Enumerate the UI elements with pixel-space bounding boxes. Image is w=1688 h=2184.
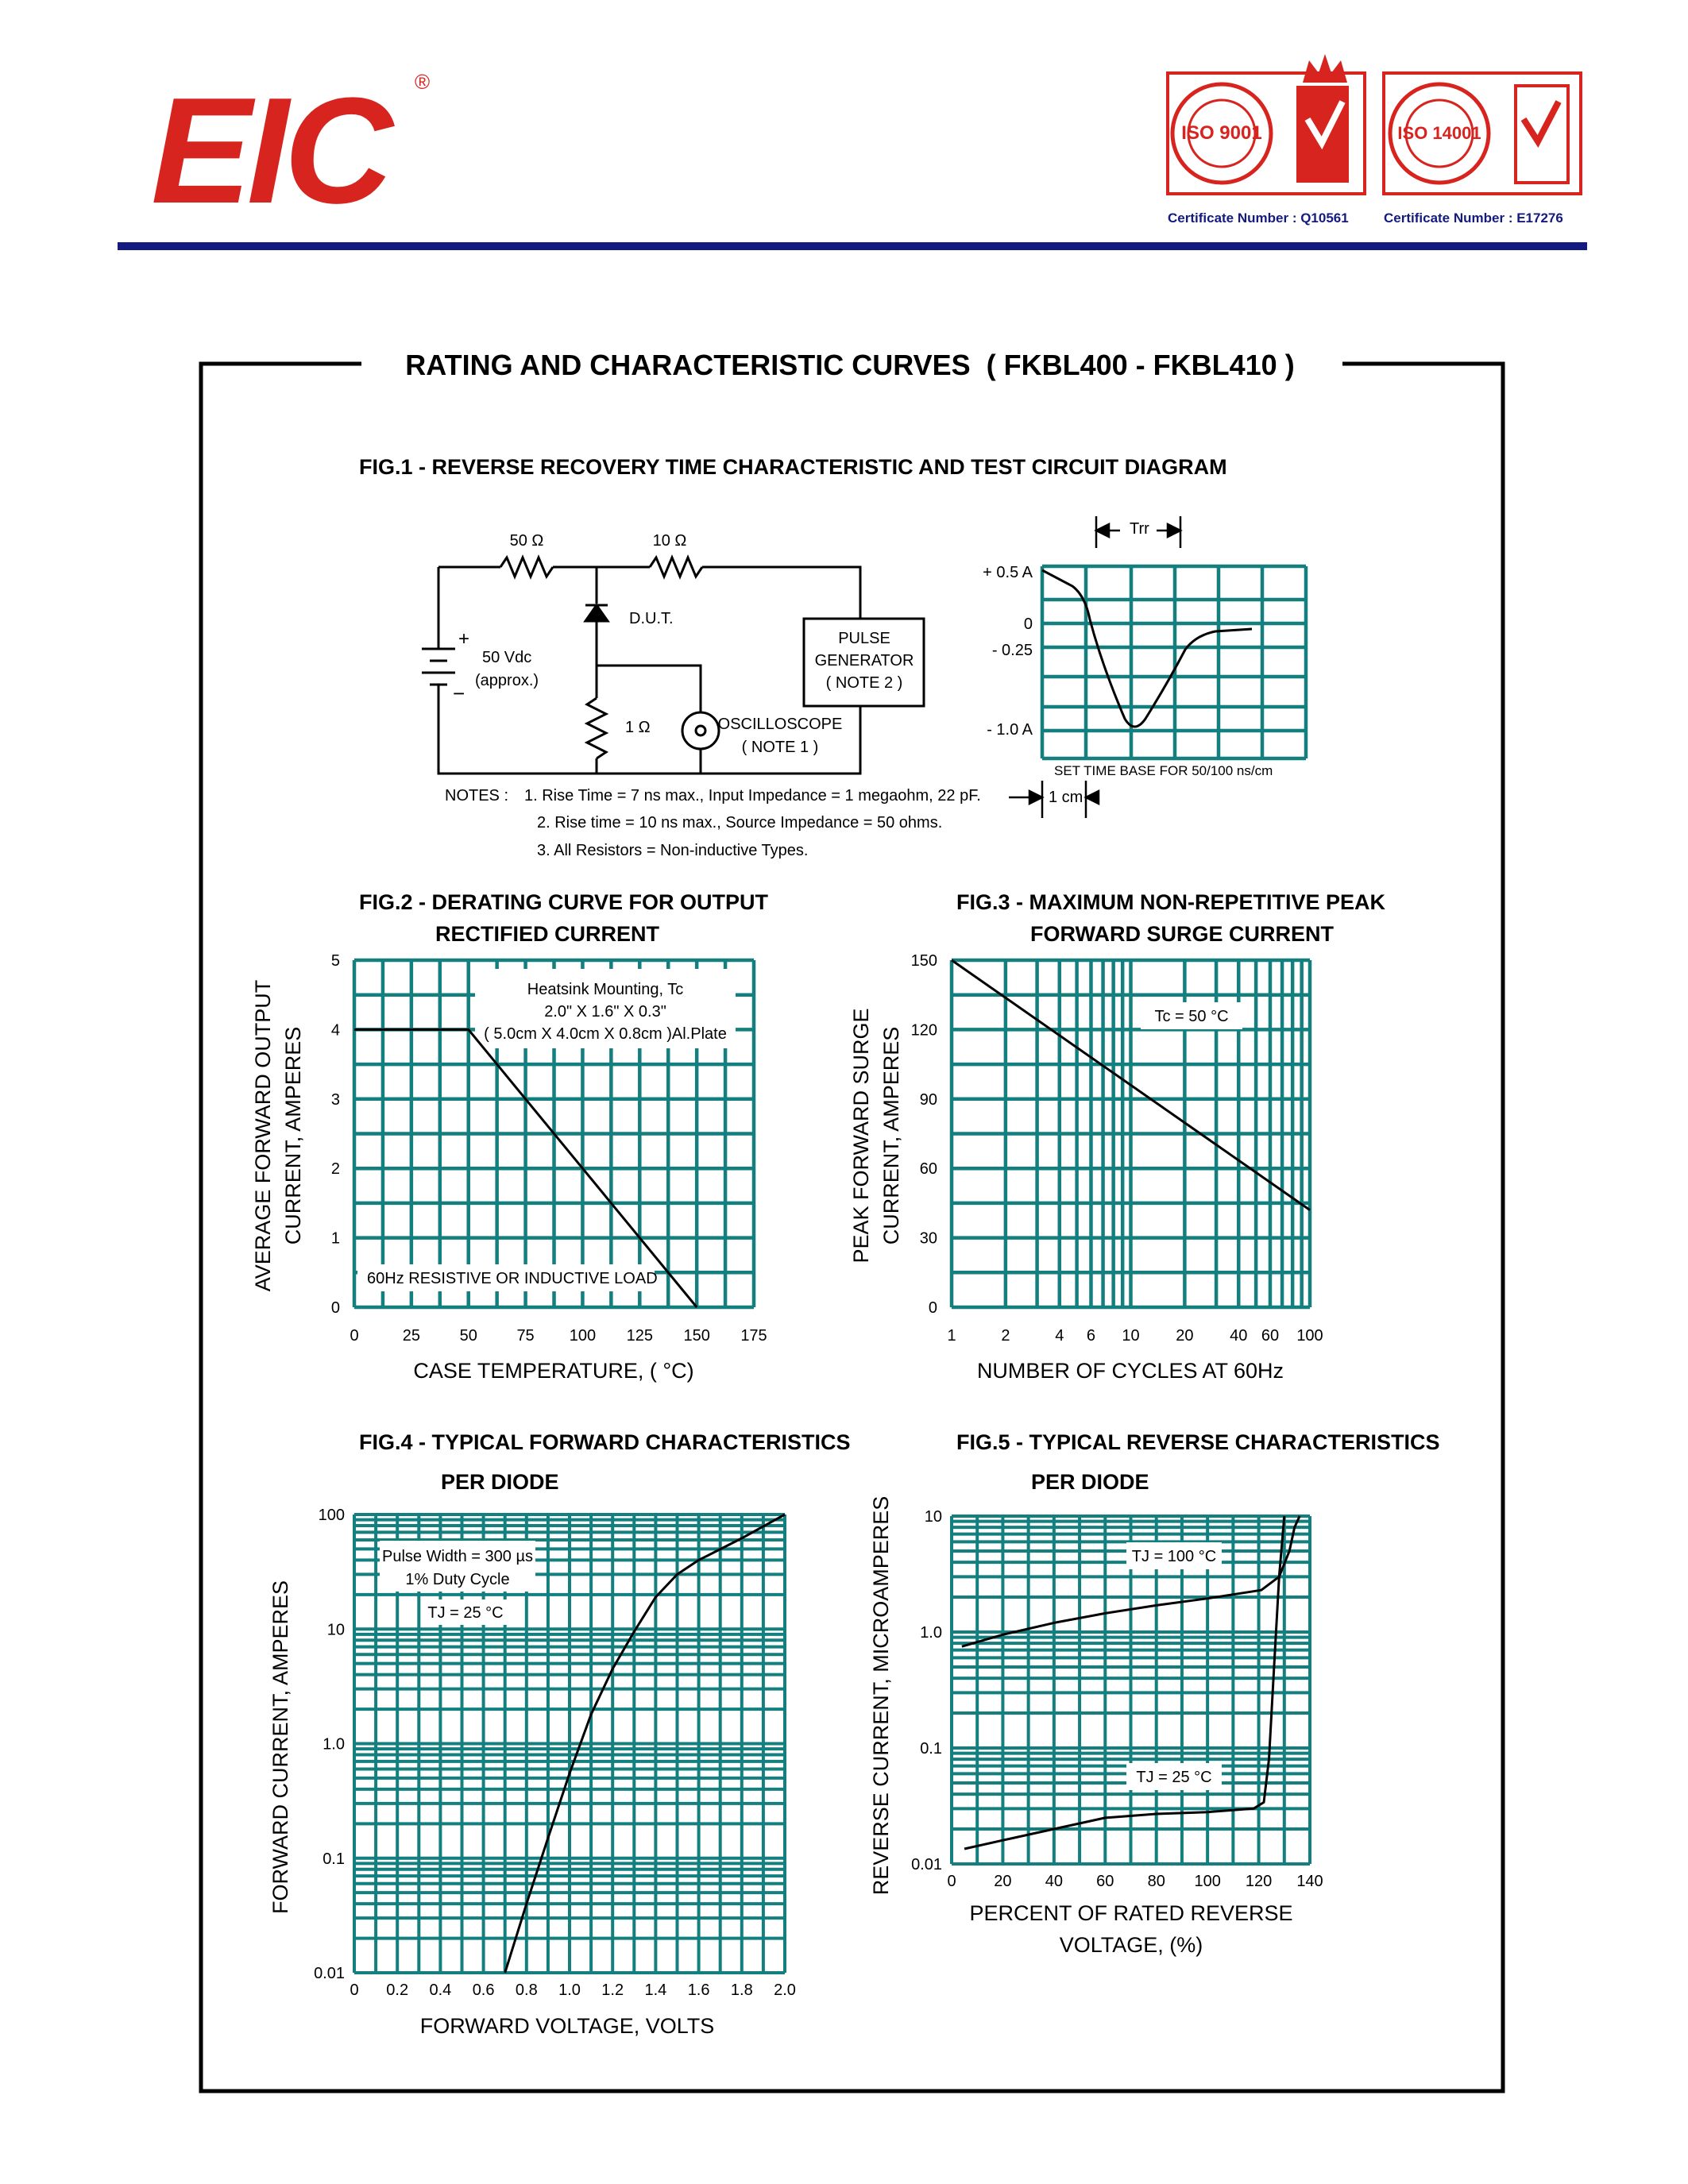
fig2-x-tick: 0 [350, 1327, 359, 1345]
fig3-y-tick: 0 [928, 1299, 937, 1317]
page-title: RATING AND CHARACTERISTIC CURVES ( FKBL400 - FKBL410 ) [405, 349, 1295, 381]
fig2-x-tick: 125 [626, 1327, 653, 1345]
fig5-x-label-1: PERCENT OF RATED REVERSE [969, 1901, 1293, 1925]
fig5-x-tick: 140 [1296, 1873, 1323, 1890]
fig4-y-label: FORWARD CURRENT, AMPERES [268, 1580, 292, 1915]
fig5-y-tick: 1.0 [920, 1624, 942, 1642]
r2-label: 10 Ω [652, 532, 687, 550]
fig4-annotation-2: 1% Duty Cycle [405, 1571, 510, 1588]
fig2-x-tick: 100 [569, 1327, 597, 1345]
fig5-x-tick: 80 [1147, 1873, 1165, 1890]
r1-label: 50 Ω [509, 532, 544, 550]
fig2-y-tick: 0 [330, 1299, 340, 1317]
wave-y-label-4: - 1.0 A [987, 721, 1033, 739]
fig3-titles [956, 890, 1386, 946]
fig3-x-tick: 20 [1176, 1327, 1194, 1345]
fig2-y-tick: 2 [330, 1160, 340, 1179]
fig4-annotation-1: Pulse Width = 300 µs [382, 1548, 533, 1565]
fig4-x-tick: 1.6 [687, 1981, 710, 1999]
fig2-annotation-1: Heatsink Mounting, Tc [527, 981, 684, 998]
battery-plus: + [458, 628, 470, 650]
notes-label: NOTES : [445, 787, 509, 805]
note-1: 1. Rise Time = 7 ns max., Input Impedance = 1 megaohm, 22 pF. [524, 787, 981, 805]
osc-label-1: OSCILLOSCOPE [717, 716, 843, 733]
fig4-x-tick: 1.4 [644, 1981, 667, 1999]
battery-symbol [422, 649, 455, 685]
fig4-chart [268, 1507, 796, 2038]
iso14001-badge [1384, 73, 1581, 194]
crown-icon [1303, 54, 1347, 83]
fig3-x-tick: 2 [1001, 1327, 1010, 1345]
fig2-x-label: CASE TEMPERATURE, ( °C) [413, 1359, 694, 1383]
fig2-chart [251, 952, 767, 1383]
fig2-y-tick: 5 [330, 952, 340, 970]
fig4-x-tick: 0.6 [472, 1981, 495, 1999]
fig3-y-tick: 150 [910, 952, 937, 970]
fig5-title-2: PER DIODE [1031, 1470, 1149, 1494]
fig3-y-tick: 60 [919, 1160, 937, 1179]
fig2-annotation-2: 2.0" X 1.6" X 0.3" [544, 1003, 666, 1021]
wave-y-label-2: 0 [1023, 615, 1033, 633]
fig2-y-tick: 3 [330, 1090, 340, 1109]
fig4-x-label: FORWARD VOLTAGE, VOLTS [419, 2014, 715, 2038]
pulse-label-3: ( NOTE 2 ) [825, 674, 903, 692]
trr-label: Trr [1130, 520, 1149, 538]
fig2-x-tick: 25 [402, 1327, 420, 1345]
fig2-y-tick: 4 [330, 1021, 340, 1040]
fig2-titles [359, 890, 769, 946]
fig5-x-tick: 20 [994, 1873, 1012, 1890]
fig5-annotation-2: TJ = 25 °C [1136, 1769, 1212, 1786]
fig2-annotation-3: ( 5.0cm X 4.0cm X 0.8cm )Al.Plate [484, 1025, 727, 1043]
registered-mark: ® [415, 70, 431, 94]
vsrc-label-1: 50 Vdc [482, 649, 532, 666]
fig4-x-tick: 1.2 [601, 1981, 624, 1999]
battery-minus: − [453, 681, 465, 705]
r3-label: 1 Ω [625, 719, 651, 736]
fig2-title-1: FIG.2 - DERATING CURVE FOR OUTPUT [359, 890, 769, 914]
fig3-title-2: FORWARD SURGE CURRENT [1030, 922, 1335, 946]
fig5-y-tick: 0.1 [920, 1740, 942, 1758]
fig4-title-2: PER DIODE [441, 1470, 559, 1494]
fig3-annotation-1: Tc = 50 °C [1154, 1008, 1229, 1025]
fig3-x-tick: 40 [1230, 1327, 1248, 1345]
header-rule [118, 242, 1587, 250]
fig2-title-2: RECTIFIED CURRENT [435, 922, 659, 946]
fig5-curve-25c [964, 1516, 1284, 1849]
iso14001-text: ISO 14001 [1397, 123, 1481, 143]
fig2-y-label-2: CURRENT, AMPERES [281, 1026, 305, 1245]
fig2-x-tick: 175 [740, 1327, 767, 1345]
oscilloscope-symbol [682, 712, 719, 749]
dut-diode-symbol [585, 605, 608, 621]
fig3-y-tick: 120 [910, 1021, 937, 1040]
fig3-x-tick: 100 [1296, 1327, 1323, 1345]
fig3-x-label: NUMBER OF CYCLES AT 60Hz [976, 1359, 1284, 1383]
fig1-title: FIG.1 - REVERSE RECOVERY TIME CHARACTERISTIC AND TEST CIRCUIT DIAGRAM [359, 455, 1227, 479]
fig5-annotation-1: TJ = 100 °C [1131, 1548, 1217, 1565]
fig3-x-tick: 10 [1122, 1327, 1140, 1345]
fig4-x-tick: 1.8 [730, 1981, 753, 1999]
fig3-y-label-2: CURRENT, AMPERES [879, 1026, 903, 1245]
fig4-x-tick: 0 [350, 1981, 359, 1999]
resistor-50ohm [500, 558, 553, 577]
fig5-y-label: REVERSE CURRENT, MICROAMPERES [869, 1495, 893, 1896]
fig3-title-1: FIG.3 - MAXIMUM NON-REPETITIVE PEAK [956, 890, 1386, 914]
fig5-y-tick: 10 [924, 1508, 942, 1526]
fig3-x-tick: 1 [947, 1327, 956, 1345]
fig4-y-tick: 10 [326, 1621, 345, 1639]
dut-label: D.U.T. [629, 610, 674, 627]
fig5-x-tick: 60 [1096, 1873, 1114, 1890]
fig4-x-tick: 1.0 [558, 1981, 581, 1999]
fig3-y-tick: 30 [919, 1229, 937, 1248]
fig3-x-tick: 6 [1086, 1327, 1096, 1345]
fig2-annotation-4: 60Hz RESISTIVE OR INDUCTIVE LOAD [367, 1270, 658, 1287]
fig5-title-1: FIG.5 - TYPICAL REVERSE CHARACTERISTICS [956, 1430, 1440, 1454]
fig5-y-tick: 0.01 [911, 1856, 942, 1873]
resistor-10ohm [650, 558, 702, 577]
fig3-y-tick: 90 [919, 1090, 937, 1109]
fig5-chart [869, 1496, 1323, 1957]
pulse-label-2: GENERATOR [814, 652, 914, 669]
eic-logo [151, 67, 430, 235]
resistor-1ohm [587, 698, 606, 758]
fig2-y-label-1: AVERAGE FORWARD OUTPUT [251, 979, 275, 1292]
vsrc-label-2: (approx.) [475, 672, 539, 689]
wave-y-label-1: + 0.5 A [983, 564, 1033, 581]
fig4-y-tick: 1.0 [323, 1735, 345, 1754]
timebase-label: SET TIME BASE FOR 50/100 ns/cm [1054, 763, 1273, 778]
fig4-titles [359, 1430, 851, 1494]
fig4-annotation-3: TJ = 25 °C [427, 1604, 504, 1622]
note-2: 2. Rise time = 10 ns max., Source Impedance = 50 ohms. [537, 814, 943, 832]
fig4-y-tick: 0.01 [314, 1965, 345, 1982]
fig4-y-tick: 0.1 [323, 1850, 345, 1868]
osc-label-2: ( NOTE 1 ) [741, 739, 819, 756]
fig5-x-tick: 100 [1194, 1873, 1221, 1890]
fig2-x-tick: 50 [459, 1327, 477, 1345]
cert1-label: Certificate Number : Q10561 [1168, 210, 1349, 226]
fig3-y-label-1: PEAK FORWARD SURGE [849, 1008, 873, 1264]
fig4-x-tick: 0.2 [386, 1981, 409, 1999]
fig4-title-1: FIG.4 - TYPICAL FORWARD CHARACTERISTICS [359, 1430, 851, 1454]
fig4-x-tick: 2.0 [774, 1981, 796, 1999]
fig4-y-tick: 100 [318, 1507, 345, 1524]
cm-label: 1 cm [1049, 789, 1083, 806]
logo-text: EIC [151, 67, 388, 235]
fig2-x-tick: 150 [683, 1327, 710, 1345]
iso9001-badge [1168, 54, 1365, 194]
fig4-x-tick: 0.8 [515, 1981, 538, 1999]
fig3-x-tick: 4 [1055, 1327, 1064, 1345]
fig3-x-tick: 60 [1261, 1327, 1280, 1345]
fig5-x-tick: 120 [1245, 1873, 1273, 1890]
fig3-chart [849, 952, 1323, 1383]
iso9001-text: ISO 9001 [1181, 122, 1262, 144]
fig2-x-tick: 75 [516, 1327, 535, 1345]
pulse-label-1: PULSE [838, 630, 890, 647]
fig4-x-tick: 0.4 [429, 1981, 452, 1999]
fig2-y-tick: 1 [330, 1229, 340, 1248]
fig5-x-tick: 0 [947, 1873, 956, 1890]
fig5-titles [956, 1430, 1440, 1494]
wave-y-label-3: - 0.25 [991, 642, 1033, 659]
fig5-x-tick: 40 [1045, 1873, 1063, 1890]
note-3: 3. All Resistors = Non-inductive Types. [537, 842, 809, 859]
cert2-label: Certificate Number : E17276 [1384, 210, 1563, 226]
fig5-x-label-2: VOLTAGE, (%) [1059, 1933, 1203, 1957]
